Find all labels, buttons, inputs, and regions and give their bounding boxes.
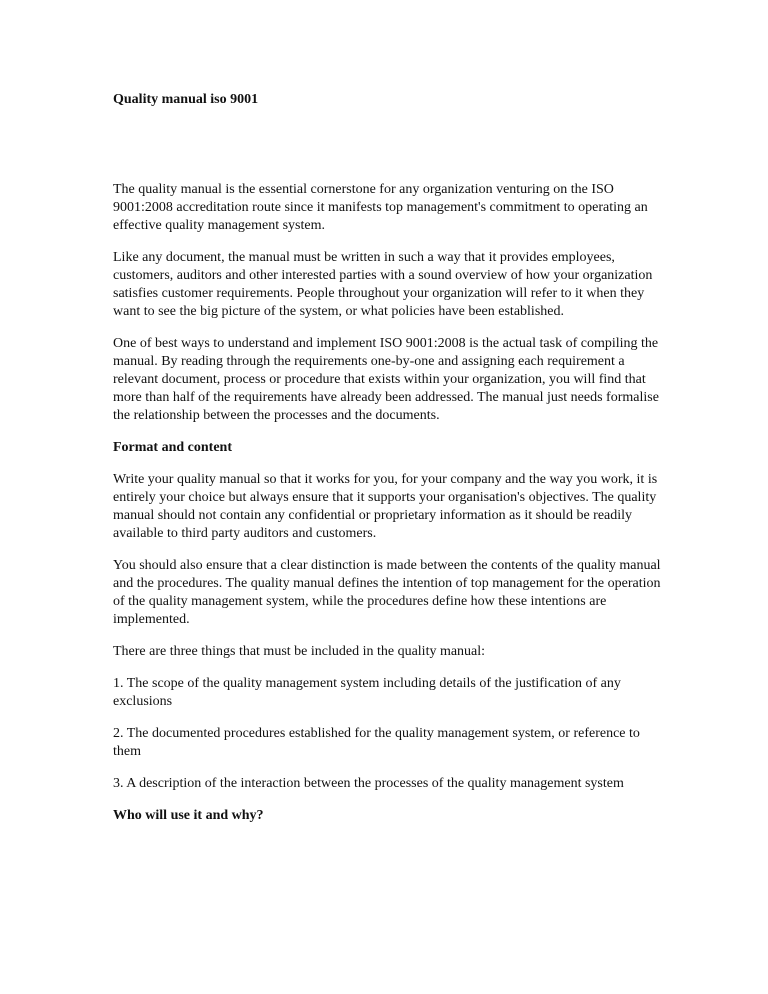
intro-paragraph: The quality manual is the essential cornerstone for any organization venturing on the ISO 9001:2008 accreditation route since it manifests top management's commitment to operating an effective quality management system.	[113, 182, 648, 233]
list-item: 3. A description of the interaction between the processes of the quality management system	[113, 776, 624, 791]
list-item: 2. The documented procedures established for the quality management system, or reference to them	[113, 726, 640, 759]
intro-paragraph: Like any document, the manual must be written in such a way that it provides employees, customers, auditors and other interested parties with a sound overview of how your organization satisfies customer requirements. People throughout your organization will refer to it when they want to see the big picture of the system, or what policies have been established.	[113, 250, 653, 319]
document-body	[113, 91, 661, 839]
format-paragraph: There are three things that must be included in the quality manual:	[113, 644, 486, 659]
format-paragraph: You should also ensure that a clear distinction is made between the contents of the quality manual and the procedures. The quality manual defines the intention of top management for the operation of the quality management system, while the procedures define how these intentions are implemented.	[113, 558, 661, 627]
section-heading-who: Who will use it and why?	[113, 808, 264, 823]
list-item: 1. The scope of the quality management system including details of the justification of any exclusions	[113, 676, 621, 709]
document-title: Quality manual iso 9001	[113, 92, 259, 107]
format-paragraph: Write your quality manual so that it works for you, for your company and the way you work, it is entirely your choice but always ensure that it supports your organisation's objectives. The quality manual should not contain any confidential or proprietary information as it should be readily available to third party auditors and customers.	[113, 472, 658, 541]
intro-paragraph: One of best ways to understand and implement ISO 9001:2008 is the actual task of compiling the manual. By reading through the requirements one-by-one and assigning each requirement a relevant document, process or procedure that exists within your organization, you will find that more than half of the requirements have already been addressed. The manual just needs formalise the relationship between the processes and the documents.	[113, 336, 659, 423]
section-heading-format: Format and content	[113, 440, 232, 455]
